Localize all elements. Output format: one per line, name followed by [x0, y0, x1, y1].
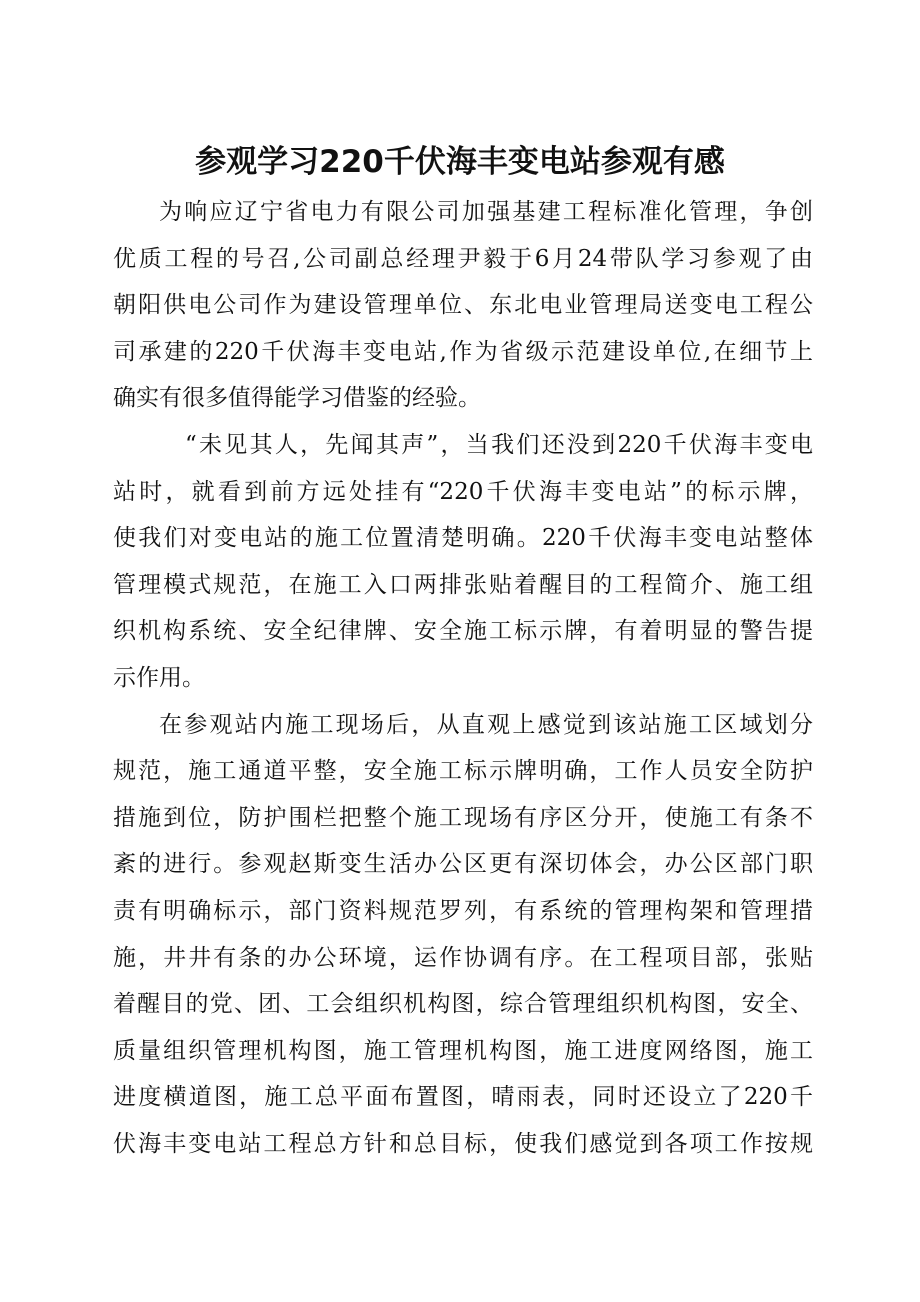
paragraph-line: 示作用。	[113, 664, 205, 691]
paragraph-line: 使我们对变电站的施工位置清楚明确。220千伏海丰变电站整体	[113, 525, 813, 552]
document-title: 参观学习220千伏海丰变电站参观有感	[195, 144, 725, 180]
paragraph-line: 紊的进行。参观赵斯变生活办公区更有深切体会，办公区部门职	[113, 851, 813, 878]
paragraph-line: 织机构系统、安全纪律牌、安全施工标示牌，有着明显的警告提	[113, 618, 813, 645]
paragraph-line: 规范，施工通道平整，安全施工标示牌明确，工作人员安全防护	[113, 758, 813, 785]
paragraph-1	[113, 189, 813, 422]
paragraph-3	[113, 702, 813, 1168]
paragraph-line: 司承建的220千伏海丰变电站,作为省级示范建设单位,在细节上	[113, 338, 813, 365]
paragraph-line: 措施到位，防护围栏把整个施工现场有序区分开，使施工有条不	[113, 804, 813, 831]
paragraph-line: 伏海丰变电站工程总方针和总目标，使我们感觉到各项工作按规	[113, 1130, 813, 1157]
document-body	[113, 189, 813, 1167]
paragraph-line: 管理模式规范，在施工入口两排张贴着醒目的工程简介、施工组	[113, 571, 813, 598]
paragraph-line: 站时，就看到前方远处挂有“220千伏海丰变电站”的标示牌，	[113, 478, 813, 505]
paragraph-line: 着醒目的党、团、工会组织机构图，综合管理组织机构图，安全、	[113, 991, 813, 1018]
paragraph-line: 质量组织管理机构图，施工管理机构图，施工进度网络图，施工	[113, 1037, 813, 1064]
paragraph-2	[113, 422, 813, 702]
paragraph-line: 施，井井有条的办公环境，运作协调有序。在工程项目部，张贴	[113, 944, 813, 971]
paragraph-line: 在参观站内施工现场后，从直观上感觉到该站施工区域划分	[159, 711, 813, 738]
paragraph-line: 优质工程的号召,公司副总经理尹毅于6月24带队学习参观了由	[113, 245, 813, 272]
paragraph-line: 朝阳供电公司作为建设管理单位、东北电业管理局送变电工程公	[113, 292, 813, 319]
paragraph-line: 责有明确标示，部门资料规范罗列，有系统的管理构架和管理措	[113, 897, 813, 924]
paragraph-line: 为响应辽宁省电力有限公司加强基建工程标准化管理，争创	[159, 199, 813, 225]
paragraph-line: “未见其人，先闻其声”，当我们还没到220千伏海丰变电	[185, 431, 813, 458]
paragraph-line: 进度横道图，施工总平面布置图，晴雨表，同时还设立了220千	[113, 1084, 813, 1111]
paragraph-line: 确实有很多值得能学习借鉴的经验。	[113, 385, 481, 412]
